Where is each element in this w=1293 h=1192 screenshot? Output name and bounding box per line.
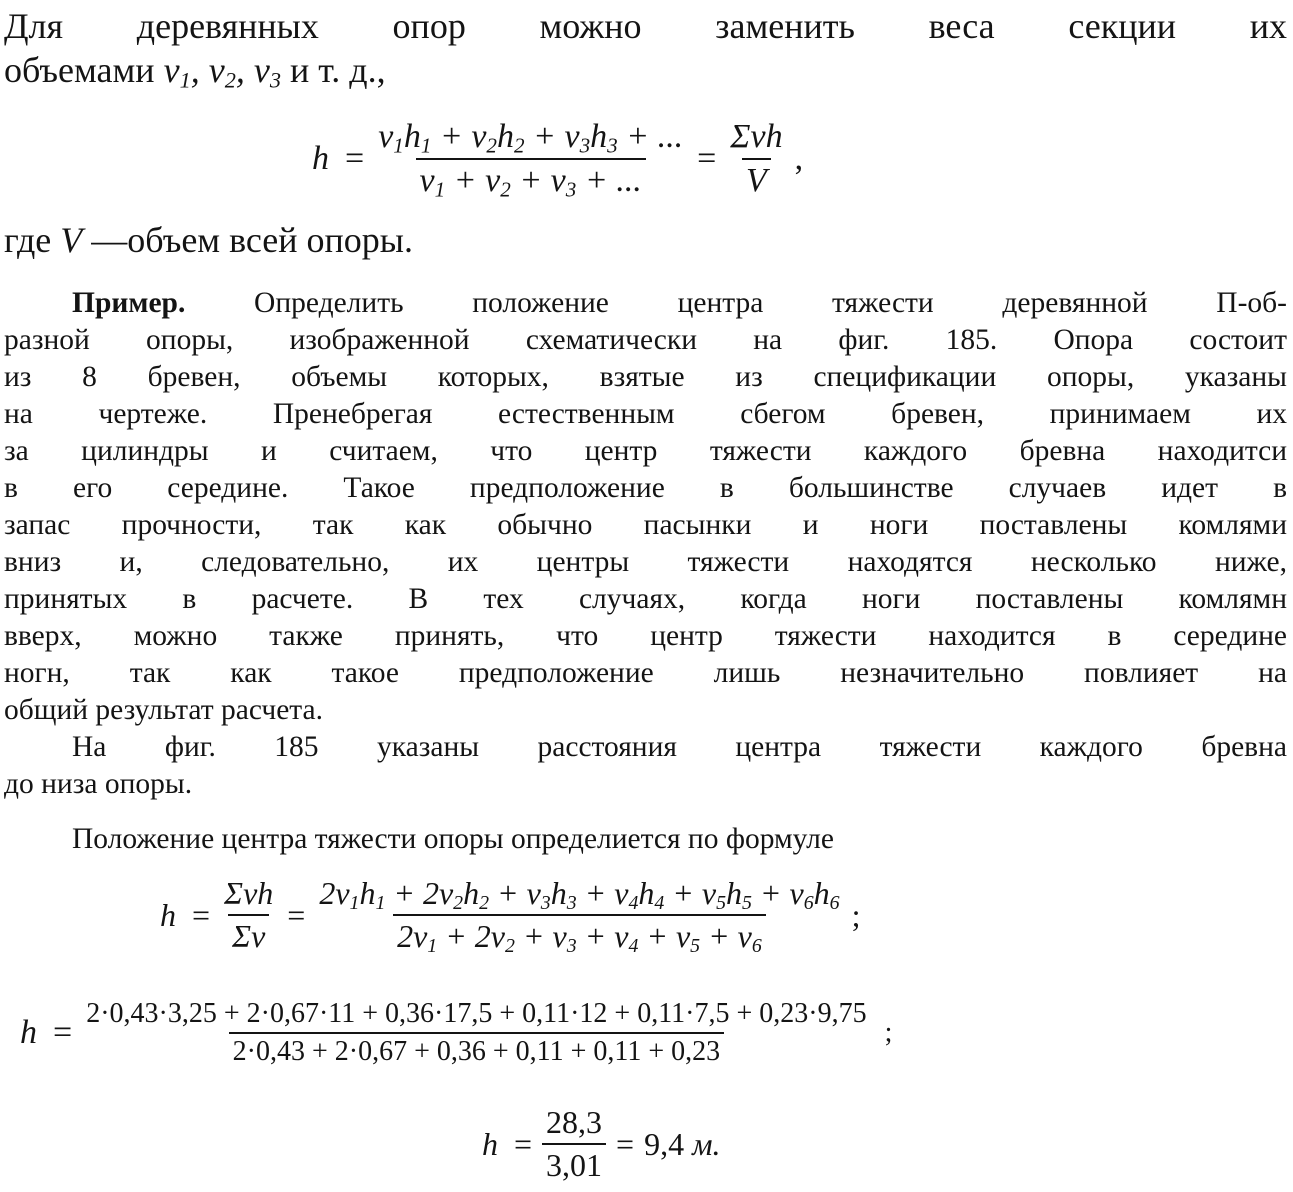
formula-2-b-denominator: $2v_1 + 2v_2 + v_3 + v_4 + v_5 + v_6$ xyxy=(393,914,766,955)
example-line-1 xyxy=(72,286,1287,320)
example-line-2-text: разной опоры, изображенной схематически на фиг. 185. Опора состоит xyxy=(4,324,1287,356)
example-line-10 xyxy=(4,619,1287,653)
formula-1-lhs: h xyxy=(312,140,329,177)
intro-line-2 xyxy=(4,48,1287,92)
formula-1-fraction xyxy=(374,118,687,200)
formula-2-tail: ; xyxy=(851,896,861,933)
formula-weighted-height xyxy=(312,118,803,200)
intro-line-2-vars: $v_1$, $v_2$, $v_3$ xyxy=(163,50,281,93)
formula-3-denominator: 2·0,43 + 2·0,67 + 0,36 + 0,11 + 0,11 + 0,23 xyxy=(229,1032,725,1068)
example-line-7-text: запас прочности, так как обычно пасынки и ноги поставлены комлями xyxy=(4,509,1287,541)
position-line-text: Положение центра тяжести опоры определиется по формуле xyxy=(72,823,834,855)
formula-1-sum-denominator: V xyxy=(742,158,771,200)
formula-1-equals-2: = xyxy=(697,140,717,177)
formula-3-lhs: h xyxy=(20,1014,37,1051)
formula-3-numerator: 2·0,43·3,25 + 2·0,67·11 + 0,36·17,5 + 0,11·12 + 0,11·7,5 + 0,23·9,75 xyxy=(86,998,867,1029)
example-line-12-text: общий результат расчета. xyxy=(4,694,324,726)
formula-4-numerator: 28,3 xyxy=(546,1104,603,1140)
formula-2-b-numerator: $2v_1h_1 + 2v_2h_2 + v_3h_3 + v_4h_4 + v_5h_5 + v_6h_6$ xyxy=(319,875,840,914)
example-line-3-text: из 8 бревен, объемы которых, взятые из спецификации опоры, указаны xyxy=(4,361,1287,393)
note-line-2 xyxy=(4,767,1287,801)
formula-2-fraction-b xyxy=(315,875,843,955)
example-line-6-text: в его середине. Такое предположение в большинстве случаев идет в xyxy=(4,472,1287,504)
note-line-1 xyxy=(72,730,1287,764)
where-line-var: V xyxy=(60,220,83,260)
note-line-1-text: На фиг. 185 указаны расстояния центра тяжести каждого бревна xyxy=(72,731,1287,763)
formula-2-equals-2: = xyxy=(287,896,306,933)
example-line-7 xyxy=(4,508,1287,542)
formula-1-sum-fraction xyxy=(726,118,786,200)
example-line-9-text: принятых в расчете. В тех случаях, когда ноги поставлены комлямн xyxy=(4,583,1287,615)
formula-result xyxy=(482,1104,721,1184)
example-line-3 xyxy=(4,360,1287,394)
formula-2-fraction-a xyxy=(220,875,277,955)
intro-line-1 xyxy=(4,4,1287,48)
formula-3-fraction xyxy=(82,998,870,1068)
example-line-4 xyxy=(4,397,1287,431)
where-line-prefix: где xyxy=(4,220,61,260)
formula-1-numerator: $v_1h_1 + v_2h_2 + v_3h_3$ + ... xyxy=(378,118,684,158)
formula-4-denominator: 3,01 xyxy=(542,1143,606,1184)
formula-2-equals: = xyxy=(192,896,211,933)
intro-line-2-prefix: объемами xyxy=(4,50,164,90)
example-line-11 xyxy=(4,656,1287,690)
intro-line-2-suffix: и т. д., xyxy=(281,50,386,90)
example-line-10-text: вверх, можно также принять, что центр тяжести находится в середине xyxy=(4,620,1287,652)
formula-3-equals: = xyxy=(53,1014,73,1051)
example-line-4-text: на чертеже. Пренебрегая естественным сбегом бревен, принимаем их xyxy=(4,398,1287,430)
formula-4-equals-2: = xyxy=(616,1125,635,1162)
formula-1-denominator: $v_1 + v_2 + v_3$ + ... xyxy=(416,158,646,200)
formula-1-equals: = xyxy=(345,140,365,177)
formula-center-of-gravity xyxy=(160,875,860,955)
where-line xyxy=(4,218,1287,262)
example-line-11-text: ногн, так как такое предположение лишь незначительно повлияет на xyxy=(4,657,1287,689)
example-line-6 xyxy=(4,471,1287,505)
formula-2-lhs: h xyxy=(160,896,176,933)
example-line-8-text: вниз и, следовательно, их центры тяжести находятся несколько ниже, xyxy=(4,546,1287,578)
formula-1-sum-numerator: Σvh xyxy=(730,118,783,155)
formula-4-unit: м. xyxy=(692,1125,721,1162)
formula-2-a-denominator: Σv xyxy=(228,914,269,955)
example-line-9 xyxy=(4,582,1287,616)
formula-substitution xyxy=(20,998,892,1068)
formula-4-lhs: h xyxy=(482,1125,498,1162)
position-line xyxy=(72,822,1287,856)
note-line-2-text: до низа опоры. xyxy=(4,768,193,800)
example-line-5 xyxy=(4,434,1287,468)
example-line-2 xyxy=(4,323,1287,357)
example-line-8 xyxy=(4,545,1287,579)
where-line-suffix: —объем всей опоры. xyxy=(82,220,413,260)
example-line-5-text: за цилиндры и считаем, что центр тяжести каждого бревна находитси xyxy=(4,435,1287,467)
example-line-1-text: Определить положение центра тяжести деревянной П-об- xyxy=(185,287,1287,319)
formula-3-tail: ; xyxy=(884,1017,893,1048)
formula-4-result: 9,4 xyxy=(644,1125,685,1162)
formula-4-equals: = xyxy=(514,1125,533,1162)
formula-1-tail: , xyxy=(794,140,804,177)
example-label: Пример. xyxy=(72,287,186,319)
intro-line-1-text: Для деревянных опор можно заменить веса секции их xyxy=(4,6,1287,46)
example-line-12 xyxy=(4,693,1287,727)
formula-4-fraction xyxy=(542,1104,606,1184)
formula-2-a-numerator: Σvh xyxy=(224,875,274,911)
